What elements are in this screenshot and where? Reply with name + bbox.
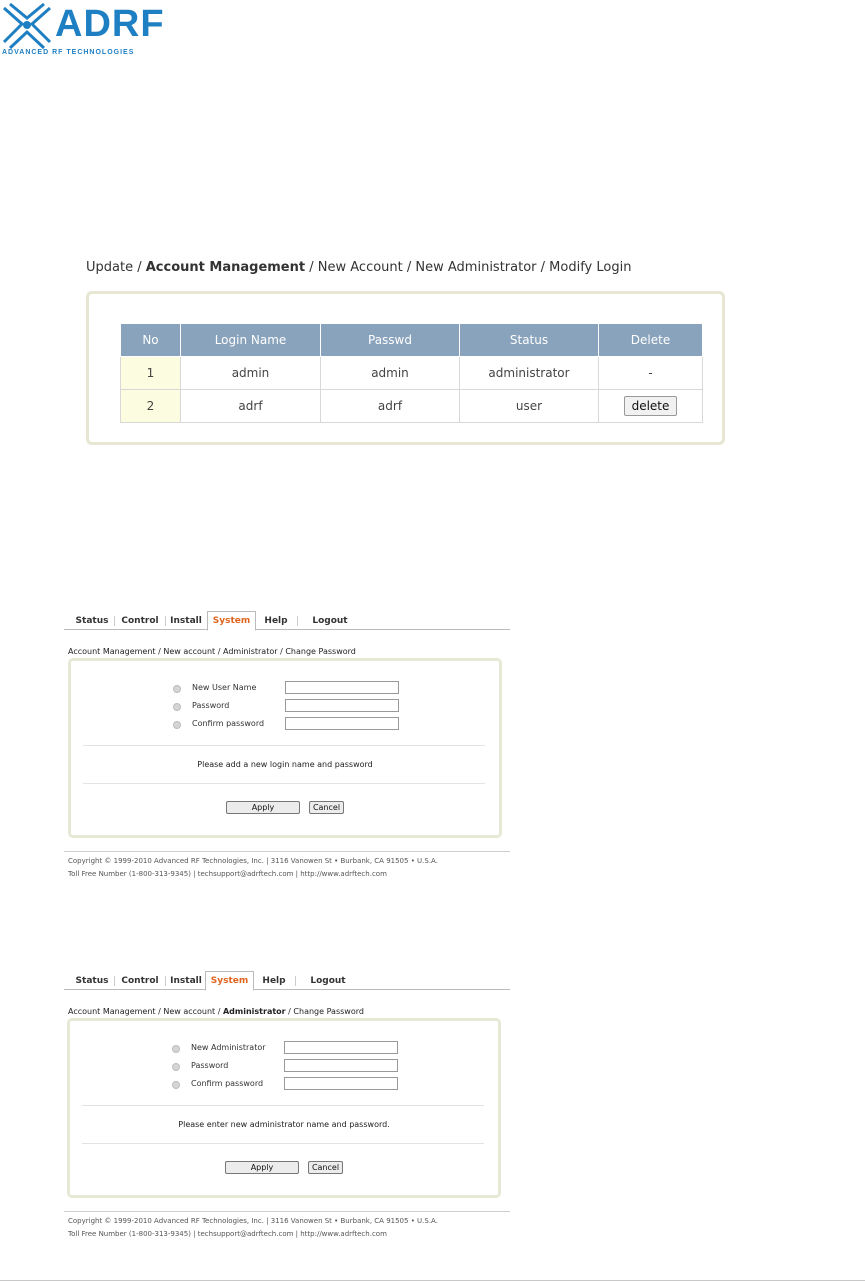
divider (83, 783, 485, 784)
breadcrumb-administrator[interactable]: Administrator (222, 1007, 286, 1016)
tab-help[interactable]: Help (264, 616, 288, 626)
nav-tabs (64, 611, 510, 630)
breadcrumb-modify-login[interactable]: Modify Login (549, 260, 632, 275)
adrf-logo (0, 0, 170, 62)
new-account-screen (64, 611, 510, 881)
tab-system[interactable]: System (207, 611, 256, 631)
new-administrator-screen (64, 971, 510, 1241)
table-row (121, 390, 703, 423)
tab-divider (297, 616, 298, 626)
cell-no: 2 (121, 390, 181, 423)
password-input[interactable] (284, 1059, 398, 1072)
breadcrumb-account-management[interactable]: Account Management (68, 1007, 156, 1016)
form-message: Please add a new login name and password (197, 760, 373, 769)
col-passwd: Passwd (321, 324, 460, 357)
footer-contact: Toll Free Number (1-800-313-9345) | techsupport@adrftech.com | http://www.adrftech.com (68, 1230, 387, 1238)
bullet-icon (172, 1081, 180, 1089)
breadcrumb-new-account[interactable]: New account (163, 1007, 216, 1016)
cancel-button[interactable]: Cancel (309, 801, 344, 814)
tab-divider (295, 976, 296, 986)
tab-logout[interactable]: Logout (310, 976, 346, 986)
tab-status[interactable]: Status (75, 976, 109, 986)
breadcrumb-change-password[interactable]: Change Password (293, 1007, 364, 1016)
breadcrumb-new-account[interactable]: New account (163, 647, 216, 656)
col-delete: Delete (599, 324, 703, 357)
col-login-name: Login Name (181, 324, 321, 357)
confirm-password-input[interactable] (284, 1077, 398, 1090)
bullet-icon (172, 1045, 180, 1053)
col-status: Status (460, 324, 599, 357)
apply-button[interactable]: Apply (225, 1161, 299, 1174)
password-label: Password (192, 701, 230, 710)
new-administrator-label: New Administrator (191, 1043, 266, 1052)
new-user-form (68, 658, 502, 838)
footer-contact: Toll Free Number (1-800-313-9345) | techsupport@adrftech.com | http://www.adrftech.com (68, 870, 387, 878)
col-no: No (121, 324, 181, 357)
account-table (120, 323, 703, 423)
account-list-panel (86, 291, 725, 445)
cell-passwd: admin (321, 357, 460, 390)
logo-mark-icon (0, 2, 54, 50)
cell-passwd: adrf (321, 390, 460, 423)
cell-login-name: adrf (181, 390, 321, 423)
divider (82, 1105, 484, 1106)
new-user-name-input[interactable] (285, 681, 399, 694)
bullet-icon (173, 721, 181, 729)
confirm-password-input[interactable] (285, 717, 399, 730)
table-header-row (121, 324, 703, 357)
cell-delete: - (599, 357, 703, 390)
cell-status: administrator (460, 357, 599, 390)
bullet-icon (172, 1063, 180, 1071)
password-label: Password (191, 1061, 229, 1070)
tab-control[interactable]: Control (121, 616, 159, 626)
cell-no: 1 (121, 357, 181, 390)
table-row (121, 357, 703, 390)
confirm-password-label: Confirm password (192, 719, 265, 728)
breadcrumb: Account Management / New account / Administrator / Change Password (68, 1007, 364, 1016)
bullet-icon (173, 703, 181, 711)
delete-button[interactable]: delete (624, 396, 678, 416)
tab-status[interactable]: Status (75, 616, 109, 626)
footer-copyright: Copyright © 1999-2010 Advanced RF Technologies, Inc. | 3116 Vanowen St • Burbank, CA 91505 • U.S.A. (68, 1217, 438, 1225)
divider (83, 745, 485, 746)
tab-control[interactable]: Control (121, 976, 159, 986)
breadcrumb-account-management[interactable]: Account Management (68, 647, 156, 656)
new-user-name-label: New User Name (192, 683, 257, 692)
footer-divider (64, 851, 510, 852)
divider (82, 1143, 484, 1144)
cell-status: user (460, 390, 599, 423)
cell-login-name: admin (181, 357, 321, 390)
tab-install[interactable]: Install (170, 616, 202, 626)
cancel-button[interactable]: Cancel (308, 1161, 343, 1174)
tab-install[interactable]: Install (170, 976, 202, 986)
page-bottom-rule (0, 1280, 865, 1281)
password-input[interactable] (285, 699, 399, 712)
bullet-icon (173, 685, 181, 693)
footer-copyright: Copyright © 1999-2010 Advanced RF Technologies, Inc. | 3116 Vanowen St • Burbank, CA 91505 • U.S.A. (68, 857, 438, 865)
confirm-password-label: Confirm password (191, 1079, 264, 1088)
cell-delete (599, 390, 703, 423)
breadcrumb-change-password[interactable]: Change Password (285, 647, 356, 656)
tab-system[interactable]: System (205, 971, 254, 991)
new-administrator-input[interactable] (284, 1041, 398, 1054)
breadcrumb-account-management[interactable]: Account Management (145, 260, 306, 275)
nav-tabs (64, 971, 510, 990)
breadcrumb-new-account[interactable]: New Account (317, 260, 403, 275)
new-administrator-form (67, 1018, 501, 1198)
footer-divider (64, 1211, 510, 1212)
apply-button[interactable]: Apply (226, 801, 300, 814)
breadcrumb-update[interactable]: Update (86, 260, 134, 275)
logo-tagline: ADVANCED RF TECHNOLOGIES (2, 49, 135, 56)
breadcrumb: Account Management / New account / Administrator / Change Password (68, 647, 356, 656)
breadcrumb-administrator[interactable]: Administrator (222, 647, 278, 656)
form-message: Please enter new administrator name and password. (178, 1120, 390, 1129)
breadcrumb: Update / Account Management / New Account / New Administrator / Modify Login (86, 260, 632, 275)
tab-help[interactable]: Help (262, 976, 286, 986)
breadcrumb-new-administrator[interactable]: New Administrator (415, 260, 537, 275)
tab-logout[interactable]: Logout (312, 616, 348, 626)
logo-wordmark: ADRF (55, 3, 165, 45)
